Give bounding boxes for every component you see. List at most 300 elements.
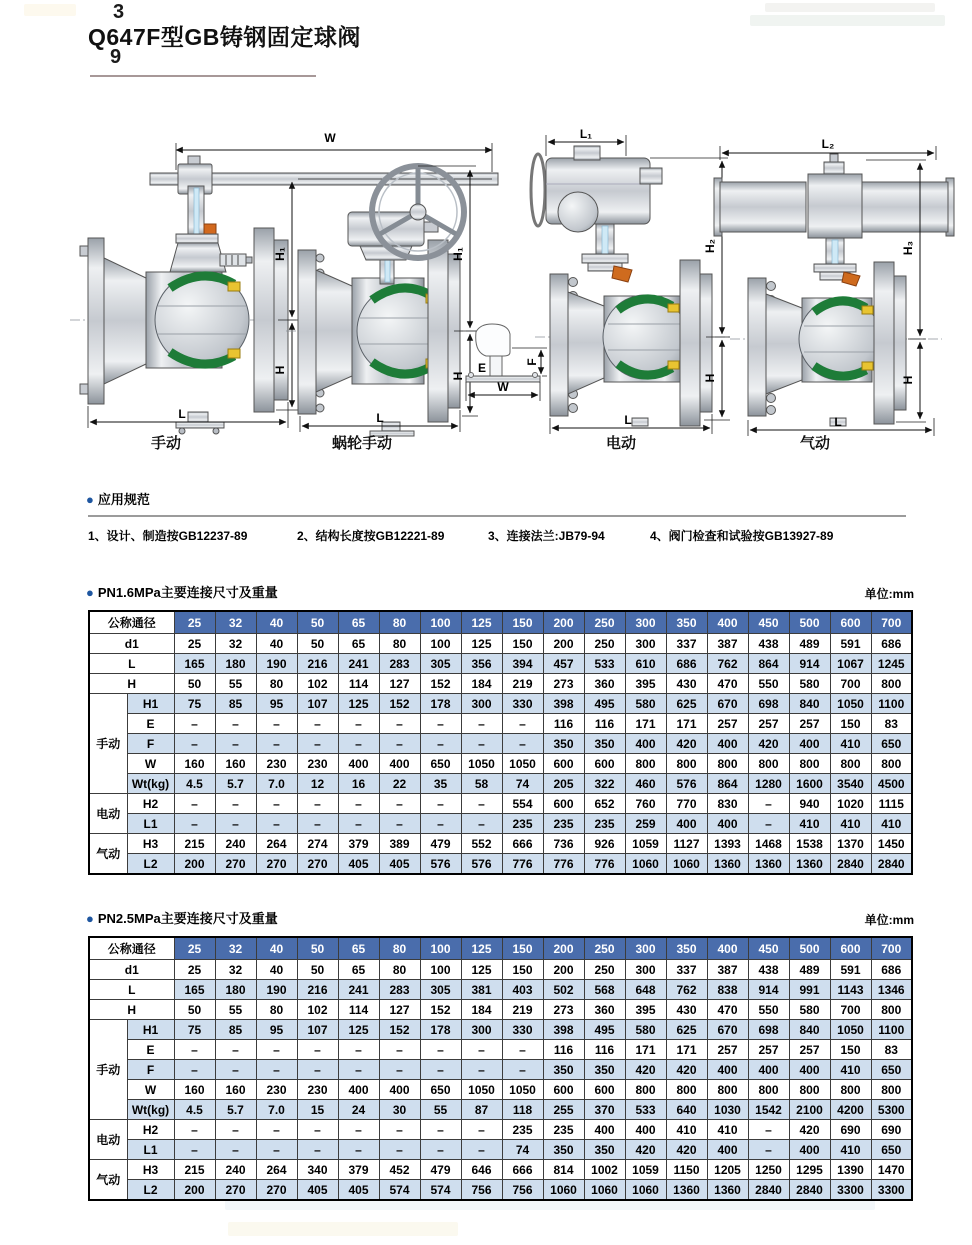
col-header: 250 bbox=[584, 937, 625, 960]
mounting-pad-inset bbox=[466, 324, 547, 401]
value-cell: 350 bbox=[543, 1140, 584, 1160]
value-cell: 178 bbox=[420, 1020, 461, 1040]
value-cell: 75 bbox=[174, 1020, 215, 1040]
dim-label-l: L bbox=[178, 407, 186, 421]
value-cell: – bbox=[297, 734, 338, 754]
value-cell: 554 bbox=[502, 794, 543, 814]
value-cell: – bbox=[256, 1140, 297, 1160]
value-cell: 322 bbox=[584, 774, 625, 794]
dim-label-h: H bbox=[451, 371, 465, 381]
value-cell: 814 bbox=[543, 1160, 584, 1180]
col-header: 200 bbox=[543, 937, 584, 960]
title-rule bbox=[90, 75, 316, 77]
value-cell: – bbox=[461, 1140, 502, 1160]
value-cell: 686 bbox=[871, 960, 912, 980]
col-header: 32 bbox=[215, 937, 256, 960]
value-cell: 580 bbox=[789, 674, 830, 694]
table-2-title-text: PN2.5MPa主要连接尺寸及重量 bbox=[97, 911, 278, 926]
value-cell: 85 bbox=[215, 694, 256, 714]
value-cell: 502 bbox=[543, 980, 584, 1000]
value-cell: 283 bbox=[379, 654, 420, 674]
value-cell: 150 bbox=[830, 714, 871, 734]
value-cell: 625 bbox=[666, 694, 707, 714]
col-header: 25 bbox=[174, 611, 215, 634]
table-row bbox=[89, 774, 912, 794]
value-cell: 698 bbox=[748, 1020, 789, 1040]
value-cell: 160 bbox=[215, 754, 256, 774]
value-cell: 107 bbox=[297, 1020, 338, 1040]
value-cell: 235 bbox=[502, 1120, 543, 1140]
col-header: 500 bbox=[789, 937, 830, 960]
value-cell: 400 bbox=[584, 1120, 625, 1140]
value-cell: 4.5 bbox=[174, 1100, 215, 1120]
value-cell: – bbox=[420, 1140, 461, 1160]
value-cell: 400 bbox=[707, 1060, 748, 1080]
value-cell: 55 bbox=[215, 674, 256, 694]
value-cell: 83 bbox=[871, 714, 912, 734]
value-cell: 370 bbox=[584, 1100, 625, 1120]
value-cell: 438 bbox=[748, 960, 789, 980]
spec-heading bbox=[86, 489, 150, 508]
col-header: 300 bbox=[625, 611, 666, 634]
dimension-table bbox=[88, 936, 913, 1201]
value-cell: 1470 bbox=[871, 1160, 912, 1180]
value-cell: 395 bbox=[625, 674, 666, 694]
value-cell: 1205 bbox=[707, 1160, 748, 1180]
value-cell: 394 bbox=[502, 654, 543, 674]
value-cell: 800 bbox=[748, 754, 789, 774]
value-cell: 87 bbox=[461, 1100, 502, 1120]
value-cell: 35 bbox=[420, 774, 461, 794]
value-cell: 625 bbox=[666, 1020, 707, 1040]
value-cell: 200 bbox=[174, 1180, 215, 1201]
dimension-table bbox=[88, 610, 913, 875]
caption-worm-gear: 蜗轮手动 bbox=[331, 435, 392, 452]
row-label: E bbox=[127, 714, 174, 734]
value-cell: – bbox=[174, 814, 215, 834]
value-cell: 350 bbox=[584, 1140, 625, 1160]
dim-label-l2: L₂ bbox=[821, 137, 835, 151]
table-row bbox=[89, 1040, 912, 1060]
value-cell: 350 bbox=[543, 734, 584, 754]
value-cell: 489 bbox=[789, 960, 830, 980]
value-cell: 250 bbox=[584, 960, 625, 980]
value-cell: 1100 bbox=[871, 1020, 912, 1040]
value-cell: 1245 bbox=[871, 654, 912, 674]
value-cell: – bbox=[338, 814, 379, 834]
value-cell: 800 bbox=[789, 754, 830, 774]
value-cell: 800 bbox=[666, 1080, 707, 1100]
value-cell: 405 bbox=[338, 1180, 379, 1201]
value-cell: 180 bbox=[215, 980, 256, 1000]
value-cell: 216 bbox=[297, 980, 338, 1000]
value-cell: 405 bbox=[338, 854, 379, 875]
value-cell: 387 bbox=[707, 960, 748, 980]
value-cell: 1050 bbox=[502, 754, 543, 774]
value-cell: 830 bbox=[707, 794, 748, 814]
watermark bbox=[750, 15, 945, 26]
value-cell: 403 bbox=[502, 980, 543, 1000]
value-cell: 1050 bbox=[461, 1080, 502, 1100]
value-cell: 379 bbox=[338, 1160, 379, 1180]
value-cell: 235 bbox=[543, 1120, 584, 1140]
value-cell: 610 bbox=[625, 654, 666, 674]
row-label: H3 bbox=[127, 834, 174, 854]
value-cell: 1020 bbox=[830, 794, 871, 814]
watermark bbox=[24, 4, 76, 16]
dim-label-h: H bbox=[703, 373, 717, 383]
value-cell: 2840 bbox=[830, 854, 871, 875]
table-row bbox=[89, 1140, 912, 1160]
value-cell: 74 bbox=[502, 1140, 543, 1160]
value-cell: – bbox=[379, 734, 420, 754]
col-header: 350 bbox=[666, 937, 707, 960]
value-cell: 2100 bbox=[789, 1100, 830, 1120]
value-cell: 360 bbox=[584, 674, 625, 694]
value-cell: 600 bbox=[584, 1080, 625, 1100]
value-cell: 25 bbox=[174, 960, 215, 980]
group-label: 手动 bbox=[89, 1020, 127, 1120]
value-cell: 184 bbox=[461, 1000, 502, 1020]
value-cell: 50 bbox=[297, 634, 338, 654]
value-cell: 410 bbox=[830, 814, 871, 834]
value-cell: 305 bbox=[420, 654, 461, 674]
value-cell: 184 bbox=[461, 674, 502, 694]
page-number-top: 3 bbox=[113, 1, 125, 23]
value-cell: 489 bbox=[789, 634, 830, 654]
value-cell: 410 bbox=[830, 1060, 871, 1080]
value-cell: 400 bbox=[748, 1060, 789, 1080]
value-cell: – bbox=[420, 794, 461, 814]
spec-item-1: 1、设计、制造按GB12237-89 bbox=[88, 529, 248, 543]
value-cell: 273 bbox=[543, 1000, 584, 1020]
value-cell: 125 bbox=[338, 1020, 379, 1040]
value-cell: 400 bbox=[789, 1060, 830, 1080]
dim-label-h1: H₁ bbox=[451, 247, 465, 261]
valve-drawing-pneumatic bbox=[714, 137, 954, 436]
group-label: 气动 bbox=[89, 834, 127, 875]
value-cell: – bbox=[461, 814, 502, 834]
value-cell: 420 bbox=[789, 1120, 830, 1140]
value-cell: – bbox=[379, 714, 420, 734]
value-cell: 800 bbox=[666, 754, 707, 774]
col-header: 200 bbox=[543, 611, 584, 634]
value-cell: 118 bbox=[502, 1100, 543, 1120]
value-cell: 800 bbox=[707, 1080, 748, 1100]
value-cell: 216 bbox=[297, 654, 338, 674]
value-cell: 300 bbox=[625, 634, 666, 654]
value-cell: 200 bbox=[543, 960, 584, 980]
table-row bbox=[89, 634, 912, 654]
value-cell: 1060 bbox=[625, 1180, 666, 1201]
value-cell: 116 bbox=[543, 1040, 584, 1060]
col-header: 125 bbox=[461, 611, 502, 634]
value-cell: 1059 bbox=[625, 1160, 666, 1180]
value-cell: – bbox=[338, 1060, 379, 1080]
value-cell: 666 bbox=[502, 1160, 543, 1180]
value-cell: 756 bbox=[502, 1180, 543, 1201]
value-cell: – bbox=[748, 794, 789, 814]
value-cell: 264 bbox=[256, 834, 297, 854]
value-cell: 1150 bbox=[666, 1160, 707, 1180]
value-cell: 650 bbox=[420, 754, 461, 774]
value-cell: – bbox=[338, 734, 379, 754]
value-cell: 230 bbox=[297, 1080, 338, 1100]
spec-rule bbox=[88, 515, 906, 517]
dim-label-l: L bbox=[834, 415, 842, 429]
value-cell: 1060 bbox=[543, 1180, 584, 1201]
value-cell: – bbox=[338, 1140, 379, 1160]
col-header: 150 bbox=[502, 937, 543, 960]
value-cell: 495 bbox=[584, 1020, 625, 1040]
value-cell: 1600 bbox=[789, 774, 830, 794]
value-cell: – bbox=[174, 1140, 215, 1160]
table-row bbox=[89, 814, 912, 834]
value-cell: 241 bbox=[338, 654, 379, 674]
value-cell: 1115 bbox=[871, 794, 912, 814]
value-cell: 670 bbox=[707, 694, 748, 714]
value-cell: 205 bbox=[543, 774, 584, 794]
value-cell: 1050 bbox=[830, 1020, 871, 1040]
value-cell: – bbox=[502, 1060, 543, 1080]
value-cell: – bbox=[502, 714, 543, 734]
group-label: 电动 bbox=[89, 794, 127, 834]
value-cell: 255 bbox=[543, 1100, 584, 1120]
table-row bbox=[89, 980, 912, 1000]
bullet-icon: ● bbox=[86, 492, 94, 507]
value-cell: – bbox=[461, 714, 502, 734]
value-cell: 1360 bbox=[707, 854, 748, 875]
value-cell: 800 bbox=[748, 1080, 789, 1100]
value-cell: – bbox=[215, 1040, 256, 1060]
value-cell: 736 bbox=[543, 834, 584, 854]
value-cell: 686 bbox=[871, 634, 912, 654]
row-label: L2 bbox=[127, 1180, 174, 1201]
value-cell: 652 bbox=[584, 794, 625, 814]
value-cell: 171 bbox=[625, 1040, 666, 1060]
value-cell: 257 bbox=[707, 714, 748, 734]
size-header-label: 公称通径 bbox=[89, 611, 174, 634]
value-cell: 576 bbox=[420, 854, 461, 875]
table-row bbox=[89, 854, 912, 875]
value-cell: 283 bbox=[379, 980, 420, 1000]
value-cell: 600 bbox=[543, 794, 584, 814]
value-cell: – bbox=[379, 1120, 420, 1140]
value-cell: – bbox=[379, 794, 420, 814]
value-cell: – bbox=[461, 1120, 502, 1140]
row-label: Wt(kg) bbox=[127, 1100, 174, 1120]
caption-pneumatic: 气动 bbox=[799, 435, 830, 452]
group-label: 气动 bbox=[89, 1160, 127, 1201]
value-cell: 65 bbox=[338, 960, 379, 980]
value-cell: – bbox=[502, 1040, 543, 1060]
value-cell: 95 bbox=[256, 694, 297, 714]
value-cell: 152 bbox=[379, 694, 420, 714]
value-cell: 591 bbox=[830, 960, 871, 980]
col-header: 450 bbox=[748, 937, 789, 960]
value-cell: 650 bbox=[871, 734, 912, 754]
row-label: L1 bbox=[127, 1140, 174, 1160]
valve-drawing-worm-gear bbox=[286, 166, 478, 436]
value-cell: 22 bbox=[379, 774, 420, 794]
value-cell: 914 bbox=[789, 654, 830, 674]
value-cell: 235 bbox=[502, 814, 543, 834]
value-cell: 337 bbox=[666, 634, 707, 654]
value-cell: 430 bbox=[666, 674, 707, 694]
value-cell: 270 bbox=[215, 854, 256, 875]
table-row bbox=[89, 674, 912, 694]
dim-label-w: W bbox=[324, 131, 336, 145]
value-cell: 30 bbox=[379, 1100, 420, 1120]
value-cell: 420 bbox=[666, 1140, 707, 1160]
bullet-icon: ● bbox=[86, 911, 94, 926]
value-cell: – bbox=[297, 714, 338, 734]
value-cell: 32 bbox=[215, 634, 256, 654]
table-row bbox=[89, 754, 912, 774]
value-cell: 80 bbox=[379, 960, 420, 980]
value-cell: 1060 bbox=[666, 854, 707, 875]
value-cell: 576 bbox=[666, 774, 707, 794]
value-cell: 230 bbox=[256, 754, 297, 774]
value-cell: 350 bbox=[543, 1060, 584, 1080]
value-cell: 152 bbox=[420, 1000, 461, 1020]
value-cell: – bbox=[297, 1060, 338, 1080]
value-cell: 762 bbox=[707, 654, 748, 674]
group-label: 电动 bbox=[89, 1120, 127, 1160]
value-cell: 410 bbox=[871, 814, 912, 834]
value-cell: – bbox=[215, 1140, 256, 1160]
value-cell: 776 bbox=[584, 854, 625, 875]
value-cell: – bbox=[215, 714, 256, 734]
value-cell: – bbox=[256, 1120, 297, 1140]
value-cell: 400 bbox=[625, 1120, 666, 1140]
value-cell: 1280 bbox=[748, 774, 789, 794]
table-2 bbox=[88, 936, 913, 1201]
value-cell: 1542 bbox=[748, 1100, 789, 1120]
value-cell: 1002 bbox=[584, 1160, 625, 1180]
col-header: 80 bbox=[379, 937, 420, 960]
value-cell: 95 bbox=[256, 1020, 297, 1040]
value-cell: 400 bbox=[379, 754, 420, 774]
value-cell: 398 bbox=[543, 1020, 584, 1040]
value-cell: 670 bbox=[707, 1020, 748, 1040]
value-cell: 1127 bbox=[666, 834, 707, 854]
value-cell: – bbox=[256, 794, 297, 814]
watermark bbox=[228, 1222, 458, 1236]
table-row bbox=[89, 1080, 912, 1100]
value-cell: 74 bbox=[502, 774, 543, 794]
value-cell: 420 bbox=[666, 1060, 707, 1080]
table-row bbox=[89, 1000, 912, 1020]
value-cell: – bbox=[338, 1120, 379, 1140]
dim-label-h3: H₃ bbox=[901, 240, 915, 256]
value-cell: 552 bbox=[461, 834, 502, 854]
value-cell: – bbox=[420, 1120, 461, 1140]
value-cell: 2840 bbox=[789, 1180, 830, 1201]
col-header: 150 bbox=[502, 611, 543, 634]
value-cell: 270 bbox=[297, 854, 338, 875]
value-cell: – bbox=[297, 794, 338, 814]
row-label: H3 bbox=[127, 1160, 174, 1180]
col-header: 80 bbox=[379, 611, 420, 634]
table-row bbox=[89, 734, 912, 754]
row-label: H1 bbox=[127, 1020, 174, 1040]
row-label: E bbox=[127, 1040, 174, 1060]
caption-electric: 电动 bbox=[605, 435, 636, 452]
value-cell: 495 bbox=[584, 694, 625, 714]
value-cell: 479 bbox=[420, 834, 461, 854]
value-cell: 405 bbox=[297, 1180, 338, 1201]
value-cell: 800 bbox=[871, 1000, 912, 1020]
value-cell: 257 bbox=[748, 1040, 789, 1060]
dim-label-e: E bbox=[477, 361, 487, 375]
row-label: L bbox=[89, 980, 174, 1000]
value-cell: 270 bbox=[256, 1180, 297, 1201]
value-cell: 200 bbox=[543, 634, 584, 654]
value-cell: 400 bbox=[707, 814, 748, 834]
value-cell: 700 bbox=[830, 1000, 871, 1020]
bullet-icon: ● bbox=[86, 585, 94, 600]
table-2-unit: 单位:mm bbox=[864, 913, 914, 927]
value-cell: – bbox=[297, 1120, 338, 1140]
value-cell: 350 bbox=[584, 1060, 625, 1080]
value-cell: 914 bbox=[748, 980, 789, 1000]
row-label: H2 bbox=[127, 1120, 174, 1140]
value-cell: 776 bbox=[502, 854, 543, 875]
value-cell: 580 bbox=[789, 1000, 830, 1020]
value-cell: 240 bbox=[215, 834, 256, 854]
table-1-title-text: PN1.6MPa主要连接尺寸及重量 bbox=[97, 585, 278, 600]
value-cell: 1050 bbox=[461, 754, 502, 774]
row-label: d1 bbox=[89, 960, 174, 980]
value-cell: 1538 bbox=[789, 834, 830, 854]
value-cell: – bbox=[297, 814, 338, 834]
spec-heading-text: 应用规范 bbox=[97, 492, 150, 507]
value-cell: 257 bbox=[748, 714, 789, 734]
value-cell: 574 bbox=[420, 1180, 461, 1201]
dim-label-f: F bbox=[525, 358, 539, 366]
value-cell: 864 bbox=[748, 654, 789, 674]
value-cell: – bbox=[174, 1120, 215, 1140]
page-title: Q647F型GB铸钢固定球阀 bbox=[88, 24, 361, 50]
value-cell: 257 bbox=[707, 1040, 748, 1060]
row-label: H2 bbox=[127, 794, 174, 814]
value-cell: 650 bbox=[871, 1140, 912, 1160]
value-cell: 533 bbox=[625, 1100, 666, 1120]
value-cell: 470 bbox=[707, 674, 748, 694]
value-cell: 75 bbox=[174, 694, 215, 714]
value-cell: 50 bbox=[174, 674, 215, 694]
value-cell: 55 bbox=[215, 1000, 256, 1020]
page-number-bottom: 9 bbox=[110, 46, 122, 68]
value-cell: 991 bbox=[789, 980, 830, 1000]
spec-item-4: 4、阀门检查和试验按GB13927-89 bbox=[650, 529, 834, 543]
value-cell: 171 bbox=[666, 1040, 707, 1060]
value-cell: 300 bbox=[461, 694, 502, 714]
value-cell: – bbox=[461, 734, 502, 754]
value-cell: – bbox=[215, 1060, 256, 1080]
value-cell: 800 bbox=[871, 1080, 912, 1100]
dim-label-l: L bbox=[376, 411, 384, 425]
value-cell: 2840 bbox=[748, 1180, 789, 1201]
dim-label-h: H bbox=[273, 365, 287, 375]
value-cell: 1360 bbox=[789, 854, 830, 875]
value-cell: – bbox=[215, 814, 256, 834]
value-cell: 840 bbox=[789, 1020, 830, 1040]
col-header: 50 bbox=[297, 611, 338, 634]
value-cell: 1393 bbox=[707, 834, 748, 854]
value-cell: – bbox=[420, 1060, 461, 1080]
